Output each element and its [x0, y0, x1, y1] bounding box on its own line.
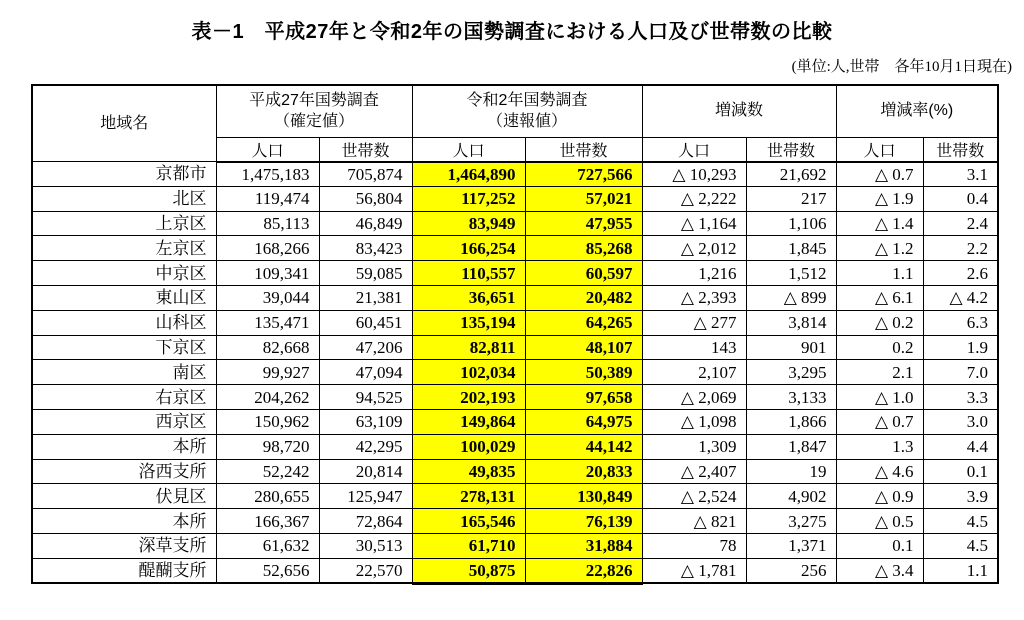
- diff-population-cell: △ 1,781: [642, 558, 746, 583]
- r2-households-cell: 44,142: [525, 434, 642, 459]
- diff-households-cell: 3,814: [746, 310, 836, 335]
- r2-population-cell: 83,949: [412, 211, 525, 236]
- rate-population-cell: △ 0.5: [836, 509, 923, 534]
- h27-households-cell: 63,109: [319, 409, 412, 434]
- diff-population-cell: △ 10,293: [642, 162, 746, 187]
- table-row: [32, 409, 998, 434]
- subheader-diff-households: 世帯数: [746, 137, 836, 162]
- page-title: 表－1 平成27年と令和2年の国勢調査における人口及び世帯数の比較: [191, 21, 833, 43]
- table-row: [32, 162, 998, 187]
- r2-population-cell: 278,131: [412, 484, 525, 509]
- rate-population-cell: △ 1.2: [836, 236, 923, 261]
- r2-households-cell: 31,884: [525, 533, 642, 558]
- subheader-h27-population: 人口: [216, 137, 319, 162]
- table-row: [32, 360, 998, 385]
- region-name-cell: 本所: [32, 509, 216, 534]
- r2-households-cell: 50,389: [525, 360, 642, 385]
- r2-population-cell: 149,864: [412, 409, 525, 434]
- rate-households-cell: 0.4: [923, 186, 998, 211]
- table-row: [32, 509, 998, 534]
- header-rate-group: 増減率(%): [836, 85, 998, 137]
- diff-households-cell: 3,295: [746, 360, 836, 385]
- header-h27-group: [216, 85, 412, 137]
- header-region: 地域名: [32, 85, 216, 162]
- rate-population-cell: △ 1.0: [836, 385, 923, 410]
- h27-households-cell: 94,525: [319, 385, 412, 410]
- diff-households-cell: 4,902: [746, 484, 836, 509]
- h27-households-cell: 83,423: [319, 236, 412, 261]
- subheader-diff-population: 人口: [642, 137, 746, 162]
- rate-population-cell: △ 4.6: [836, 459, 923, 484]
- table-row: [32, 558, 998, 583]
- h27-households-cell: 47,206: [319, 335, 412, 360]
- h27-households-cell: 59,085: [319, 261, 412, 286]
- rate-households-cell: 1.1: [923, 558, 998, 583]
- rate-population-cell: △ 3.4: [836, 558, 923, 583]
- rate-households-cell: 2.6: [923, 261, 998, 286]
- diff-households-cell: 3,275: [746, 509, 836, 534]
- r2-households-cell: 20,482: [525, 285, 642, 310]
- region-name-cell: 洛西支所: [32, 459, 216, 484]
- r2-population-cell: 49,835: [412, 459, 525, 484]
- h27-population-cell: 168,266: [216, 236, 319, 261]
- subheader-rate-population: 人口: [836, 137, 923, 162]
- h27-population-cell: 85,113: [216, 211, 319, 236]
- h27-population-cell: 61,632: [216, 533, 319, 558]
- diff-households-cell: 1,845: [746, 236, 836, 261]
- r2-population-cell: 117,252: [412, 186, 525, 211]
- unit-note: (単位:人,世帯 各年10月1日現在): [791, 59, 1012, 75]
- h27-households-cell: 56,804: [319, 186, 412, 211]
- region-name-cell: 京都市: [32, 162, 216, 187]
- table-row: [32, 533, 998, 558]
- rate-population-cell: △ 0.7: [836, 162, 923, 187]
- r2-population-cell: 82,811: [412, 335, 525, 360]
- h27-population-cell: 1,475,183: [216, 162, 319, 187]
- h27-population-cell: 166,367: [216, 509, 319, 534]
- region-name-cell: 南区: [32, 360, 216, 385]
- table-row: [32, 236, 998, 261]
- h27-population-cell: 109,341: [216, 261, 319, 286]
- table-row: [32, 484, 998, 509]
- r2-households-cell: 60,597: [525, 261, 642, 286]
- rate-households-cell: 4.4: [923, 434, 998, 459]
- rate-population-cell: 2.1: [836, 360, 923, 385]
- r2-households-cell: 22,826: [525, 558, 642, 583]
- diff-population-cell: △ 2,524: [642, 484, 746, 509]
- diff-households-cell: 1,512: [746, 261, 836, 286]
- r2-households-cell: 64,265: [525, 310, 642, 335]
- subheader-h27-households: 世帯数: [319, 137, 412, 162]
- diff-households-cell: 1,847: [746, 434, 836, 459]
- rate-population-cell: △ 0.9: [836, 484, 923, 509]
- r2-population-cell: 100,029: [412, 434, 525, 459]
- h27-population-cell: 98,720: [216, 434, 319, 459]
- table-row: [32, 186, 998, 211]
- rate-households-cell: 3.3: [923, 385, 998, 410]
- region-name-cell: 深草支所: [32, 533, 216, 558]
- r2-households-cell: 85,268: [525, 236, 642, 261]
- h27-households-cell: 21,381: [319, 285, 412, 310]
- region-name-cell: 中京区: [32, 261, 216, 286]
- rate-population-cell: △ 1.4: [836, 211, 923, 236]
- subheader-r2-population: 人口: [412, 137, 525, 162]
- diff-population-cell: △ 2,222: [642, 186, 746, 211]
- r2-households-cell: 64,975: [525, 409, 642, 434]
- r2-population-cell: 165,546: [412, 509, 525, 534]
- h27-households-cell: 47,094: [319, 360, 412, 385]
- region-name-cell: 北区: [32, 186, 216, 211]
- diff-population-cell: △ 821: [642, 509, 746, 534]
- diff-population-cell: 143: [642, 335, 746, 360]
- r2-population-cell: 202,193: [412, 385, 525, 410]
- r2-households-cell: 57,021: [525, 186, 642, 211]
- r2-population-cell: 1,464,890: [412, 162, 525, 187]
- region-name-cell: 山科区: [32, 310, 216, 335]
- rate-population-cell: 1.3: [836, 434, 923, 459]
- table-row: [32, 335, 998, 360]
- region-name-cell: 醍醐支所: [32, 558, 216, 583]
- rate-population-cell: △ 0.7: [836, 409, 923, 434]
- rate-households-cell: △ 4.2: [923, 285, 998, 310]
- rate-population-cell: 1.1: [836, 261, 923, 286]
- region-name-cell: 下京区: [32, 335, 216, 360]
- rate-households-cell: 3.0: [923, 409, 998, 434]
- table-body: [32, 162, 998, 584]
- table-row: [32, 459, 998, 484]
- r2-households-cell: 20,833: [525, 459, 642, 484]
- rate-households-cell: 7.0: [923, 360, 998, 385]
- r2-population-cell: 50,875: [412, 558, 525, 583]
- r2-population-cell: 166,254: [412, 236, 525, 261]
- rate-households-cell: 2.4: [923, 211, 998, 236]
- rate-population-cell: 0.1: [836, 533, 923, 558]
- diff-households-cell: 217: [746, 186, 836, 211]
- diff-population-cell: △ 2,393: [642, 285, 746, 310]
- header-diff-group: 増減数: [642, 85, 836, 137]
- diff-population-cell: 1,216: [642, 261, 746, 286]
- h27-households-cell: 72,864: [319, 509, 412, 534]
- diff-population-cell: △ 1,098: [642, 409, 746, 434]
- diff-households-cell: 256: [746, 558, 836, 583]
- diff-population-cell: △ 2,012: [642, 236, 746, 261]
- h27-households-cell: 22,570: [319, 558, 412, 583]
- region-name-cell: 左京区: [32, 236, 216, 261]
- diff-population-cell: △ 2,069: [642, 385, 746, 410]
- r2-households-cell: 130,849: [525, 484, 642, 509]
- table-row: [32, 434, 998, 459]
- r2-population-cell: 61,710: [412, 533, 525, 558]
- rate-population-cell: △ 0.2: [836, 310, 923, 335]
- header-r2-line1: 令和2年国勢調査: [466, 91, 588, 109]
- rate-households-cell: 6.3: [923, 310, 998, 335]
- diff-population-cell: 78: [642, 533, 746, 558]
- h27-households-cell: 60,451: [319, 310, 412, 335]
- h27-households-cell: 705,874: [319, 162, 412, 187]
- rate-households-cell: 0.1: [923, 459, 998, 484]
- h27-households-cell: 20,814: [319, 459, 412, 484]
- region-name-cell: 西京区: [32, 409, 216, 434]
- r2-households-cell: 76,139: [525, 509, 642, 534]
- h27-households-cell: 30,513: [319, 533, 412, 558]
- h27-population-cell: 119,474: [216, 186, 319, 211]
- region-name-cell: 本所: [32, 434, 216, 459]
- h27-population-cell: 99,927: [216, 360, 319, 385]
- diff-households-cell: △ 899: [746, 285, 836, 310]
- r2-households-cell: 47,955: [525, 211, 642, 236]
- region-name-cell: 上京区: [32, 211, 216, 236]
- diff-households-cell: 1,866: [746, 409, 836, 434]
- region-name-cell: 東山区: [32, 285, 216, 310]
- diff-population-cell: △ 1,164: [642, 211, 746, 236]
- h27-population-cell: 135,471: [216, 310, 319, 335]
- rate-population-cell: 0.2: [836, 335, 923, 360]
- r2-households-cell: 727,566: [525, 162, 642, 187]
- diff-population-cell: △ 277: [642, 310, 746, 335]
- diff-households-cell: 1,106: [746, 211, 836, 236]
- r2-households-cell: 48,107: [525, 335, 642, 360]
- diff-population-cell: △ 2,407: [642, 459, 746, 484]
- table-row: [32, 285, 998, 310]
- diff-households-cell: 19: [746, 459, 836, 484]
- rate-households-cell: 4.5: [923, 533, 998, 558]
- h27-households-cell: 125,947: [319, 484, 412, 509]
- diff-population-cell: 2,107: [642, 360, 746, 385]
- r2-population-cell: 135,194: [412, 310, 525, 335]
- r2-population-cell: 102,034: [412, 360, 525, 385]
- rate-population-cell: △ 1.9: [836, 186, 923, 211]
- h27-households-cell: 46,849: [319, 211, 412, 236]
- header-r2-group: [412, 85, 642, 137]
- h27-households-cell: 42,295: [319, 434, 412, 459]
- h27-population-cell: 52,656: [216, 558, 319, 583]
- diff-households-cell: 901: [746, 335, 836, 360]
- rate-households-cell: 4.5: [923, 509, 998, 534]
- rate-households-cell: 3.1: [923, 162, 998, 187]
- diff-population-cell: 1,309: [642, 434, 746, 459]
- rate-households-cell: 2.2: [923, 236, 998, 261]
- region-name-cell: 右京区: [32, 385, 216, 410]
- table-row: [32, 211, 998, 236]
- rate-households-cell: 3.9: [923, 484, 998, 509]
- region-name-cell: 伏見区: [32, 484, 216, 509]
- header-r2-line2: （速報値）: [486, 113, 567, 131]
- table-row: [32, 310, 998, 335]
- h27-population-cell: 82,668: [216, 335, 319, 360]
- r2-population-cell: 36,651: [412, 285, 525, 310]
- diff-households-cell: 3,133: [746, 385, 836, 410]
- subheader-r2-households: 世帯数: [525, 137, 642, 162]
- diff-households-cell: 21,692: [746, 162, 836, 187]
- r2-population-cell: 110,557: [412, 261, 525, 286]
- h27-population-cell: 150,962: [216, 409, 319, 434]
- h27-population-cell: 204,262: [216, 385, 319, 410]
- header-h27-line2: （確定値）: [273, 113, 354, 131]
- r2-households-cell: 97,658: [525, 385, 642, 410]
- subheader-rate-households: 世帯数: [923, 137, 998, 162]
- rate-population-cell: △ 6.1: [836, 285, 923, 310]
- table-header: [32, 85, 998, 162]
- census-table: [31, 84, 999, 585]
- h27-population-cell: 52,242: [216, 459, 319, 484]
- table-row: [32, 261, 998, 286]
- table-row: [32, 385, 998, 410]
- header-h27-line1: 平成27年国勢調査: [249, 91, 379, 109]
- diff-households-cell: 1,371: [746, 533, 836, 558]
- h27-population-cell: 280,655: [216, 484, 319, 509]
- h27-population-cell: 39,044: [216, 285, 319, 310]
- header-group-row: [32, 85, 998, 137]
- rate-households-cell: 1.9: [923, 335, 998, 360]
